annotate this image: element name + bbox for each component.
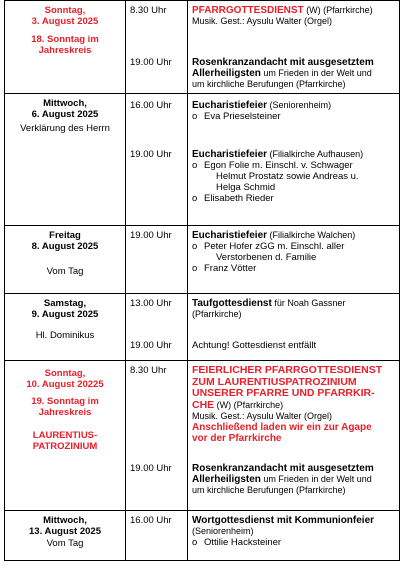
event-title-suffix: (W) (Pfarrkirche) (303, 5, 373, 15)
event-title: Eucharistiefeier (192, 230, 268, 241)
event-text: Achtung! Gottesdienst entfällt (192, 339, 317, 351)
event-desc (188, 511, 400, 561)
event-detail: Musik. Gest.: Aysulu Walter (Orgel) (192, 411, 333, 421)
day-date-line: 8. August 2025 (31, 241, 99, 252)
event-desc (188, 146, 400, 226)
event-title: Allerheiligsten (192, 473, 261, 485)
day-feast-line: 19. Sonntag im (31, 396, 99, 407)
event-time: 8.30 Uhr (126, 1, 188, 49)
list-item: o Eva Prieselsteiner (192, 111, 281, 122)
event-detail: um kirchliche Berufungen (Pfarrkirche) (192, 78, 346, 89)
day-feast-line: PATROZINIUM (32, 441, 98, 452)
day-date-line: Mittwoch, (43, 515, 87, 526)
day-feast-line: 18. Sonntag im (31, 34, 99, 45)
bullet-icon: o (192, 111, 198, 122)
event-detail: (Pfarrkirche) (192, 309, 242, 319)
event-desc (188, 226, 400, 294)
event-time: 19.00 Uhr (126, 49, 188, 94)
bullet-icon: o (192, 159, 198, 171)
day-date-line: Mittwoch, (43, 98, 87, 109)
list-item: o Egon Folie m. Einschl. v. Schwager (192, 159, 353, 171)
event-title: ZUM LAURENTIUSPATROZINIUM (192, 375, 357, 388)
day-date-line: 10. August 20225 (26, 379, 104, 390)
event-detail: (Seniorenheim) (192, 526, 254, 536)
event-title: Taufgottesdienst (192, 298, 272, 309)
event-title: Wortgottesdienst mit Kommunionfeier (192, 515, 375, 526)
list-item: o Elisabeth Rieder (192, 192, 274, 204)
event-notice: Anschließend laden wir ein zur Agape (192, 421, 372, 433)
bullet-icon: o (192, 536, 198, 548)
list-item-continuation: Helmut Prostatz sowie Andreas u. (216, 170, 359, 182)
list-item-continuation: Verstorbenen d. Familie (216, 252, 317, 263)
event-desc (188, 49, 400, 94)
event-desc (188, 1, 400, 49)
event-desc (188, 94, 400, 146)
event-title-suffix: (Filialkirche Walchen) (267, 230, 356, 240)
event-title-suffix: (Seniorenheim) (267, 100, 332, 110)
event-title-suffix: (Filialkirche Aufhausen) (267, 148, 364, 159)
event-title: Rosenkranzandacht mit ausgesetztem (192, 462, 374, 474)
day-cell (5, 1, 126, 94)
day-date-line: Freitag (49, 230, 81, 241)
list-item: o Ottilie Hacksteiner (192, 536, 282, 548)
day-cell (5, 294, 126, 361)
event-title-suffix: für Noah Gassner (271, 298, 346, 308)
day-feast-line: Jahreskreis (38, 45, 92, 56)
day-date-line: 3. August 2025 (31, 16, 99, 27)
event-title-suffix: (W) (Pfarrkirche) (214, 399, 284, 410)
day-feast-line: Vom Tag (46, 538, 84, 549)
day-feast-line: LAURENTIUS- (32, 430, 98, 441)
event-title: Allerheiligsten (192, 67, 261, 79)
day-feast-line: Jahreskreis (38, 407, 92, 418)
day-cell (5, 226, 126, 294)
event-title: Rosenkranzandacht mit ausgesetztem (192, 56, 374, 68)
event-title: CHE (192, 398, 215, 411)
day-date-line: Sonntag, (44, 368, 86, 379)
event-detail: um kirchliche Berufungen (Pfarrkirche) (192, 484, 346, 495)
day-feast-line: Vom Tag (46, 266, 84, 277)
event-title-suffix: um Frieden in der Welt und (260, 473, 372, 484)
day-cell (5, 94, 126, 226)
event-time: 16.00 Uhr (126, 511, 188, 561)
event-title: PFARRGOTTESDIENST (192, 5, 304, 16)
event-time: 19.00 Uhr (126, 330, 188, 361)
day-date-line: 13. August 2025 (29, 526, 101, 537)
event-desc (188, 330, 400, 361)
event-notice: vor der Pfarrkirche (192, 432, 282, 444)
event-title-suffix: um Frieden in der Welt und (260, 67, 372, 78)
bullet-icon: o (192, 192, 198, 204)
day-date-line: Samstag, (43, 298, 87, 309)
event-desc (188, 461, 400, 511)
list-item-continuation: Helga Schmid (216, 181, 276, 193)
event-time: 19.00 Uhr (126, 461, 188, 511)
event-time: 16.00 Uhr (126, 94, 188, 146)
day-feast-line: Verklärung des Herrn (20, 123, 110, 134)
event-title: Eucharistiefeier (192, 100, 268, 111)
day-cell (5, 361, 126, 511)
event-detail: Musik. Gest.: Aysulu Walter (Orgel) (192, 16, 333, 26)
day-date-line: 9. August 2025 (31, 309, 99, 320)
event-desc (188, 361, 400, 461)
event-title: Eucharistiefeier (192, 148, 268, 160)
event-time: 8.30 Uhr (126, 361, 188, 461)
bullet-icon: o (192, 241, 198, 252)
event-title: UNSERER PFARRE UND PFARRKIR- (192, 387, 375, 399)
bullet-icon: o (192, 263, 198, 274)
list-item: o Peter Hofer zGG m. Einschl. aller (192, 241, 345, 252)
event-desc (188, 294, 400, 330)
event-time: 19.00 Uhr (126, 146, 188, 226)
event-time: 13.00 Uhr (126, 294, 188, 330)
event-time: 19.00 Uhr (126, 226, 188, 294)
list-item: o Franz Vötter (192, 263, 257, 274)
day-date-line: 6. August 2025 (31, 109, 99, 120)
day-cell (5, 511, 126, 561)
day-feast-line: Hl. Dominikus (35, 330, 95, 341)
event-title: FEIERLICHER PFARRGOTTESDIENST (192, 364, 383, 376)
day-date-line: Sonntag, (44, 5, 86, 16)
